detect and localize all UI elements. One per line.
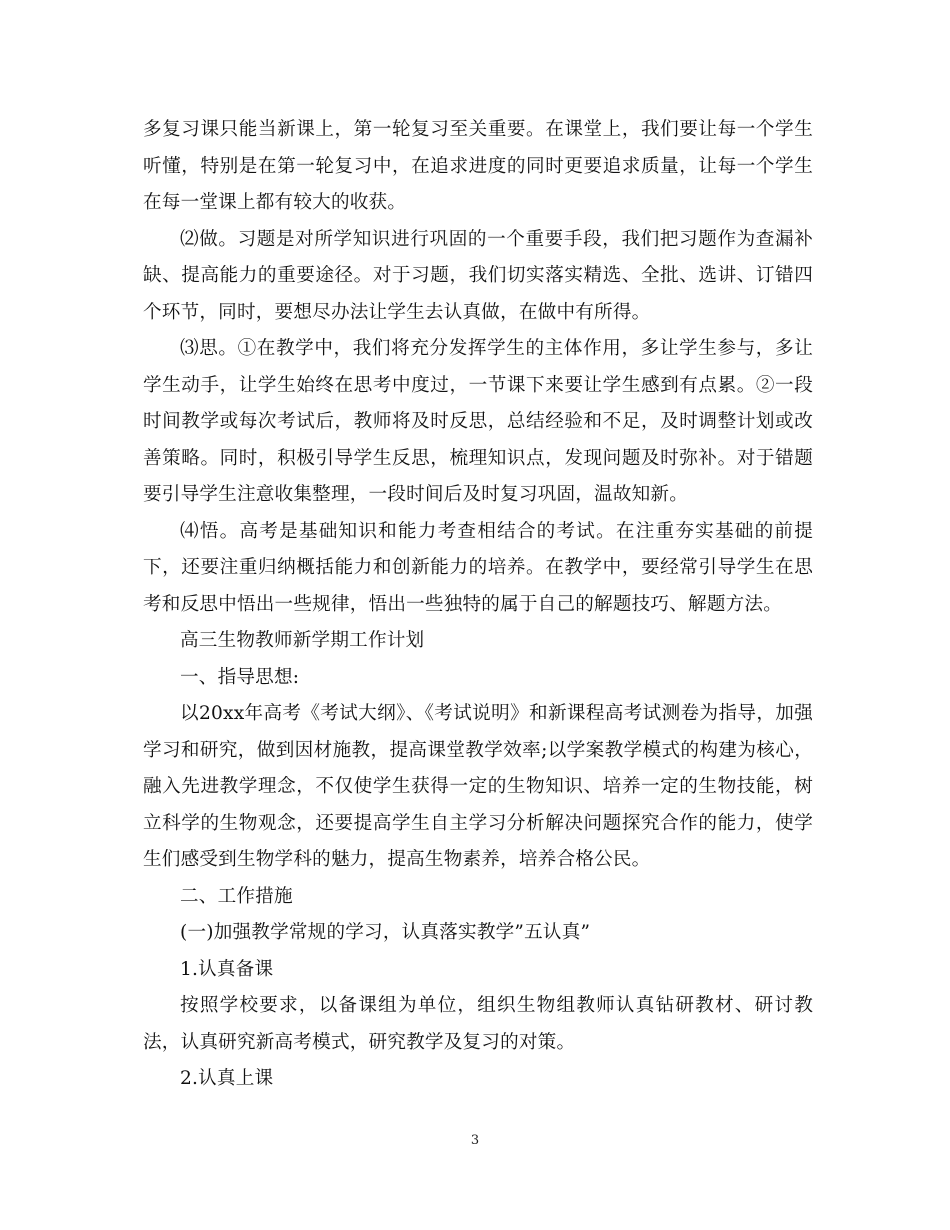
document-body <box>143 112 813 1098</box>
heading-guiding-ideology: 一、指导思想: <box>180 666 300 688</box>
heading-work-measures: 二、工作措施 <box>180 885 293 907</box>
item-class-teaching: 2.认真上课 <box>180 1068 274 1089</box>
subheading-teaching-routine: (一)加强教学常规的学习，认真落实教学”五认真” <box>180 922 591 943</box>
item-lesson-preparation: 1.认真备课 <box>180 958 274 980</box>
paragraph-guiding-ideology: 以20xx年高考《考试大纲》、《考试说明》和新课程高考试测卷为指导，加强学习和研究，做到因材施教，提高课堂教学效率;以学案教学模式的构建为核心，融入先进教学理念，不仅使学生获得一定的生物知识、培养一定的生物技能，树立科学的生物观念，还要提高学生自主学习分析解决问题探究合作的能力，使学生们感受到生物学科的魅力，提高生物素养，培养合格公民。 <box>143 703 813 870</box>
paragraph-1: 多复习课只能当新课上，第一轮复习至关重要。在课堂上，我们要让每一个学生听懂，特别是在第一轮复习中，在追求进度的同时更要追求质量，让每一个学生在每一堂课上都有较大的收获。 <box>143 119 813 213</box>
paragraph-3: ⑶思。①在教学中，我们将充分发挥学生的主体作用，多让学生参与，多让学生动手，让学生始终在思考中度过，一节课下来要让学生感到有点累。②一段时间教学或每次考试后，教师将及时反思，总结经验和不足，及时调整计划或改善策略。同时，积极引导学生反思，梳理知识点，发现问题及时弥补。对于错题要引导学生注意收集整理，一段时间后及时复习巩固，温故知新。 <box>143 338 813 505</box>
page-number: 3 <box>470 1133 480 1148</box>
section-title: 高三生物教师新学期工作计划 <box>180 630 425 651</box>
paragraph-2: ⑵做。习题是对所学知识进行巩固的一个重要手段，我们把习题作为查漏补缺、提高能力的重要途径。对于习题，我们切实落实精选、全批、选讲、订错四个环节，同时，要想尽办法让学生去认真做，在做中有所得。 <box>143 228 813 323</box>
paragraph-4: ⑷悟。高考是基础知识和能力考查相结合的考试。在注重夯实基础的前提下，还要注重归纳概括能力和创新能力的培养。在教学中，要经常引导学生在思考和反思中悟出一些规律，悟出一些独特的属于自己的解题技巧、解题方法。 <box>143 520 813 615</box>
paragraph-lesson-preparation: 按照学校要求，以备课组为单位，组织生物组教师认真钻研教材、研讨教法，认真研究新高考模式，研究教学及复习的对策。 <box>143 995 813 1053</box>
